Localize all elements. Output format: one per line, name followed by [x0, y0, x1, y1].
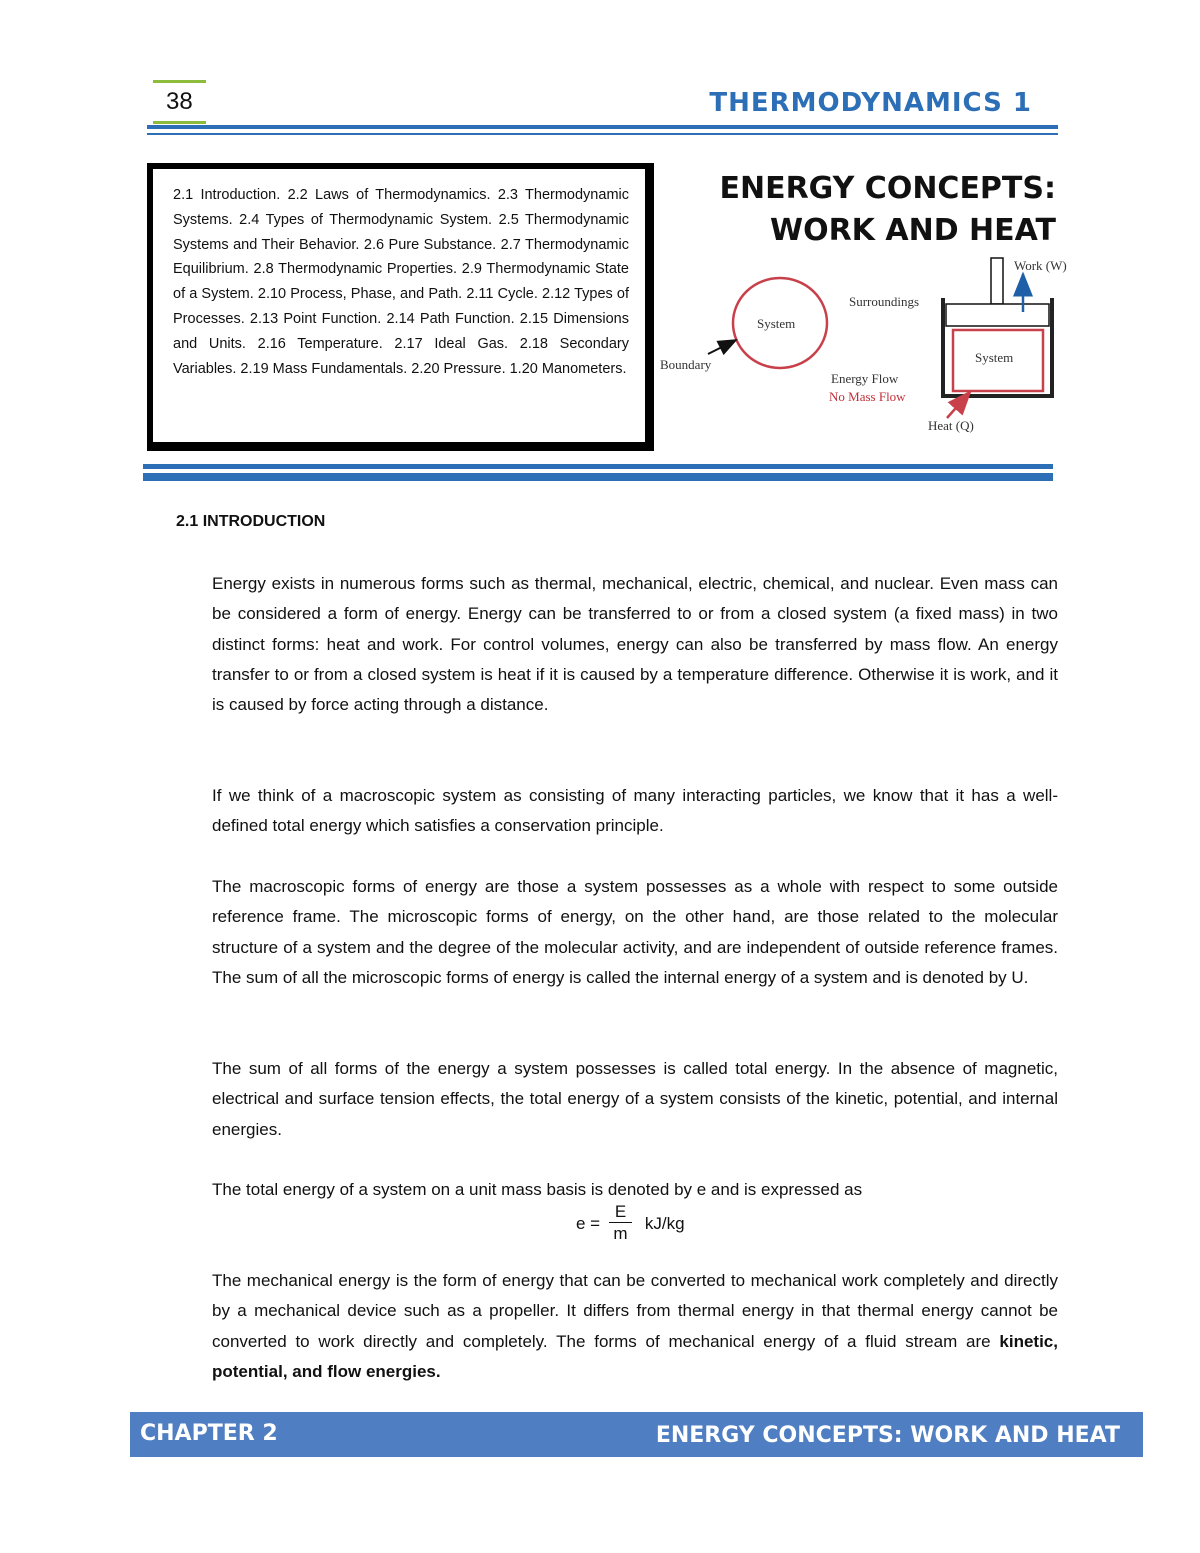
book-title: THERMODYNAMICS 1 [709, 88, 1032, 118]
header-rule-thick [147, 125, 1058, 129]
boundary-label: Boundary [660, 357, 712, 372]
page-number-bottom-rule [153, 121, 206, 124]
closed-system-figure [640, 250, 1080, 440]
paragraph-3: The macroscopic forms of energy are those a system possesses as a whole with respect to some outside reference frame. The microscopic forms of energy, on the other hand, are those related to the molecular structure of a system and the degree of the molecular activity, and are independent of outside reference frames. The sum of all the microscopic forms of energy is called the internal energy of a system and is denoted by U. [212, 877, 1058, 987]
formula-denominator: m [613, 1224, 628, 1243]
boundary-arrow [708, 340, 736, 354]
system-label-left: System [757, 316, 796, 331]
formula-fraction [609, 1202, 632, 1245]
formula-unit: kJ/kg [644, 1213, 685, 1233]
footer-chapter-title: ENERGY CONCEPTS: WORK AND HEAT [655, 1423, 1120, 1448]
paragraph-2: If we think of a macroscopic system as consisting of many interacting particles, we know that it has a well-defined total energy which satisfies a conservation principle. [212, 786, 1058, 836]
section-rule-thick [143, 473, 1053, 481]
paragraph-1: Energy exists in numerous forms such as thermal, mechanical, electric, chemical, and nuclear. Even mass can be considered a form of energy. Energy can be transferred to or from a closed system (a fixed mass) in two distinct forms: heat and work. For control volumes, energy can also be transferred by mass flow. An energy transfer to or from a closed system is heat if it is caused by a temperature difference. Otherwise it is work, and it is caused by force acting through a distance. [212, 574, 1058, 715]
chapter-title-line2: WORK AND HEAT [769, 213, 1056, 248]
formula-numerator: E [609, 1202, 632, 1223]
piston-head [946, 304, 1049, 326]
paragraph-6-text: The mechanical energy is the form of energy that can be converted to mechanical work completely and directly by a mechanical device such as a propeller. It differs from thermal energy in that thermal energy cannot be converted to work directly and completely. The forms of mechanical energy of a fluid stream are [212, 1271, 1058, 1351]
paragraph-6 [212, 1266, 1058, 1387]
paragraph-6-bold: kinetic, potential, and flow energies. [212, 1331, 1058, 1381]
piston-rod [991, 258, 1003, 304]
paragraph-4: The sum of all forms of the energy a system possesses is called total energy. In the absence of magnetic, electrical and surface tension effects, the total energy of a system consists of the kinetic, potential, and internal energies. [212, 1059, 1058, 1139]
chapter-title [719, 168, 1056, 252]
heat-label: Heat (Q) [928, 418, 974, 433]
work-label: Work (W) [1014, 258, 1067, 273]
total-energy-formula [576, 1202, 685, 1245]
section-rule-thin [143, 464, 1053, 469]
topics-box: 2.1 Introduction. 2.2 Laws of Thermodynamics. 2.3 Thermodynamic Systems. 2.4 Types of Thermodynamic System. 2.5 Thermodynamic Systems and Their Behavior. 2.6 Pure Substance. 2.7 Thermodynamic Equilibrium. 2.8 Thermodynamic Properties. 2.9 Thermodynamic State of a System. 2.10 Process, Phase, and Path. 2.11 Cycle. 2.12 Types of Processes. 2.13 Point Function. 2.14 Path Function. 2.15 Dimensions and Units. 2.16 Temperature. 2.17 Ideal Gas. 2.18 Secondary Variables. 2.19 Mass Fundamentals. 2.20 Pressure. 1.20 Manometers. [147, 163, 654, 451]
page-number: 38 [166, 88, 193, 115]
formula-lhs: e = [576, 1213, 601, 1233]
system-label-right: System [975, 350, 1014, 365]
footer-chapter: CHAPTER 2 [140, 1421, 278, 1446]
section-heading: 2.1 INTRODUCTION [176, 513, 326, 530]
paragraph-5: The total energy of a system on a unit mass basis is denoted by e and is expressed as [212, 1180, 863, 1199]
page-number-top-rule [153, 80, 206, 83]
no-mass-flow-label: No Mass Flow [829, 389, 906, 404]
surroundings-label: Surroundings [849, 294, 920, 309]
chapter-title-line1: ENERGY CONCEPTS: [719, 171, 1056, 206]
energy-flow-label: Energy Flow [831, 371, 899, 386]
header-rule-thin [147, 133, 1058, 135]
